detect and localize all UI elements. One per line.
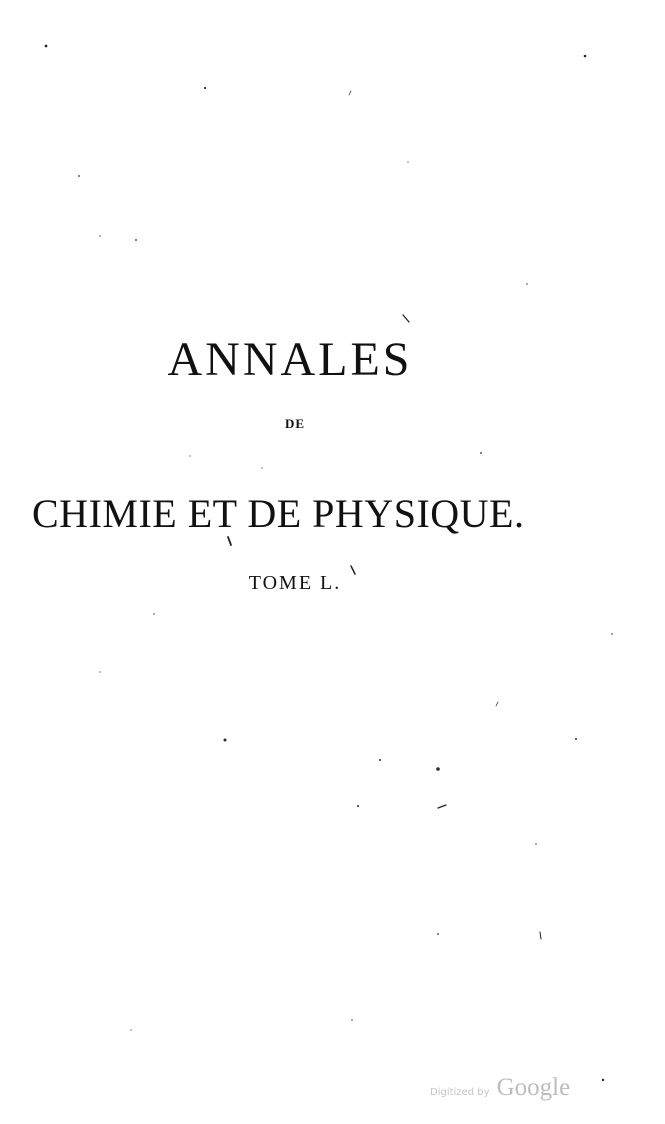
paper-speck [437, 933, 439, 935]
paper-speck [584, 55, 587, 58]
paper-mark [438, 805, 446, 808]
paper-speck [153, 613, 154, 614]
paper-speck [135, 239, 137, 241]
paper-speck [535, 843, 536, 844]
watermark-prefix: Digitized by [430, 1087, 490, 1098]
paper-speck [436, 767, 440, 771]
paper-speck [189, 455, 190, 456]
paper-speck [357, 805, 359, 807]
title-connector: DE [284, 416, 306, 431]
paper-speck [78, 175, 80, 177]
paper-speck [45, 45, 48, 48]
paper-speck [480, 452, 482, 454]
paper-mark [540, 932, 541, 939]
journal-title: ANNALES [167, 333, 413, 386]
paper-mark [349, 91, 351, 95]
paper-speck [261, 467, 262, 468]
volume-label: TOME L. [248, 572, 342, 594]
journal-subtitle: CHIMIE ET DE PHYSIQUE. [32, 491, 525, 536]
paper-speck [99, 235, 100, 236]
paper-speck [611, 633, 613, 635]
paper-speck [602, 1079, 604, 1081]
paper-speck [575, 738, 577, 740]
paper-speck [351, 1019, 352, 1020]
paper-speck [204, 87, 206, 89]
paper-speck [99, 671, 100, 672]
digitization-watermark [430, 1074, 570, 1102]
paper-speck [224, 739, 227, 742]
google-logo: Google [496, 1074, 571, 1101]
paper-mark [403, 315, 409, 322]
paper-speck [407, 161, 408, 162]
paper-speck [130, 1029, 131, 1030]
paper-mark [496, 702, 498, 706]
paper-speck [526, 283, 527, 284]
paper-speck [379, 759, 381, 761]
